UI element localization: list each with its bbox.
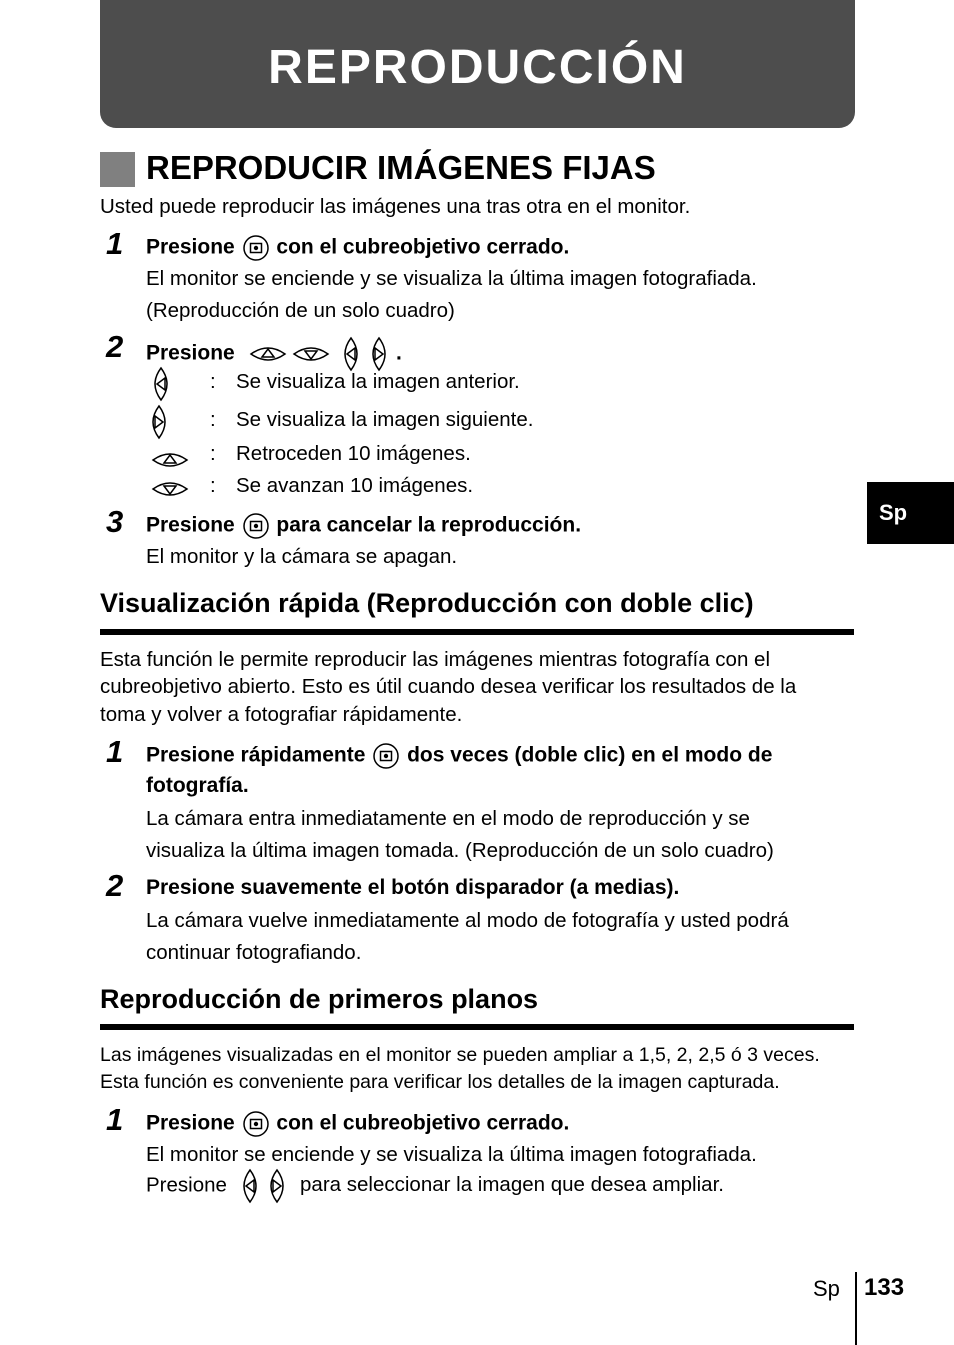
step-number: 1 xyxy=(106,734,124,769)
subsection-intro: Esta función es conveniente para verificar los detalles de la imagen capturada. xyxy=(100,1071,780,1093)
step-text: Presione xyxy=(146,1111,235,1135)
step-instruction-cont: fotografía. xyxy=(146,774,249,797)
step-detail xyxy=(146,1168,724,1204)
language-tab-label: Sp xyxy=(879,500,908,525)
step-detail: El monitor se enciende y se visualiza la última imagen fotografiada. xyxy=(146,267,757,290)
right-arrow-icon xyxy=(266,1168,288,1204)
list-item: Se visualiza la imagen siguiente. xyxy=(236,408,534,431)
step-text: con el cubreobjetivo cerrado. xyxy=(276,1111,570,1135)
right-arrow-icon xyxy=(148,404,170,445)
step-detail: continuar fotografiando. xyxy=(146,941,362,964)
step-text: Presione xyxy=(146,235,235,259)
playback-button-icon xyxy=(241,1110,271,1138)
down-arrow-icon xyxy=(292,343,330,365)
step-detail: visualiza la última imagen tomada. (Reproducción de un solo cuadro) xyxy=(146,839,774,862)
playback-button-icon xyxy=(241,512,271,540)
step-detail: El monitor se enciende y se visualiza la última imagen fotografiada. xyxy=(146,1143,757,1166)
section-rule xyxy=(100,629,854,635)
step-instruction xyxy=(146,742,772,770)
up-arrow-icon xyxy=(151,449,189,476)
step-text: con el cubreobjetivo cerrado. xyxy=(276,235,570,259)
list-separator: : xyxy=(210,474,216,497)
step-number: 1 xyxy=(106,1102,124,1137)
step-detail: La cámara vuelve inmediatamente al modo de fotografía y usted podrá xyxy=(146,909,789,932)
subsection-intro: cubreobjetivo abierto. Esto es útil cuando desea verificar los resultados de la xyxy=(100,675,797,698)
step-number: 1 xyxy=(106,226,124,261)
step-text: Presione xyxy=(146,1173,227,1197)
language-tab xyxy=(867,482,954,544)
chapter-banner xyxy=(100,0,855,128)
playback-button-icon xyxy=(241,234,271,262)
step-text: Presione xyxy=(146,341,235,365)
step-instruction xyxy=(146,1110,569,1138)
page-number: 133 xyxy=(864,1274,905,1301)
step-text: Presione xyxy=(146,513,235,537)
left-arrow-icon xyxy=(150,366,172,407)
subsection-title: Visualización rápida (Reproducción con doble clic) xyxy=(100,588,754,618)
step-detail: (Reproducción de un solo cuadro) xyxy=(146,299,455,322)
list-item: Se avanzan 10 imágenes. xyxy=(236,474,474,497)
step-instruction: Presione suavemente el botón disparador (a medias). xyxy=(146,876,680,899)
step-text: para seleccionar la imagen que desea ampliar. xyxy=(300,1173,724,1197)
subsection-intro: Las imágenes visualizadas en el monitor se pueden ampliar a 1,5, 2, 2,5 ó 3 veces. xyxy=(100,1044,820,1066)
up-arrow-icon xyxy=(249,343,287,365)
section-marker xyxy=(100,152,135,187)
step-number: 2 xyxy=(106,329,124,364)
section-rule xyxy=(100,1024,854,1030)
step-instruction xyxy=(146,336,402,372)
list-item: Retroceden 10 imágenes. xyxy=(236,442,471,465)
list-separator: : xyxy=(210,442,216,465)
section-intro: Usted puede reproducir las imágenes una tras otra en el monitor. xyxy=(100,195,691,218)
step-instruction xyxy=(146,234,569,262)
step-detail: El monitor y la cámara se apagan. xyxy=(146,545,458,568)
chapter-title: REPRODUCCIÓN xyxy=(268,41,687,94)
list-item: Se visualiza la imagen anterior. xyxy=(236,370,520,393)
step-text: dos veces (doble clic) en el modo de xyxy=(407,743,773,767)
section-title: REPRODUCIR IMÁGENES FIJAS xyxy=(146,149,656,186)
footer-language: Sp xyxy=(813,1276,840,1301)
subsection-intro: Esta función le permite reproducir las imágenes mientras fotografía con el xyxy=(100,648,771,671)
left-arrow-icon xyxy=(340,336,362,372)
footer-separator xyxy=(855,1272,857,1345)
playback-button-icon xyxy=(371,742,401,770)
step-number: 3 xyxy=(106,504,124,539)
subsection-title: Reproducción de primeros planos xyxy=(100,984,539,1014)
step-detail: La cámara entra inmediatamente en el modo de reproducción y se xyxy=(146,807,750,830)
subsection-intro: toma y volver a fotografiar rápidamente. xyxy=(100,703,463,726)
step-instruction xyxy=(146,512,581,540)
list-separator: : xyxy=(210,408,216,431)
down-arrow-icon xyxy=(151,478,189,505)
step-text: Presione rápidamente xyxy=(146,743,366,767)
step-text: . xyxy=(395,341,402,365)
step-number: 2 xyxy=(106,868,124,903)
step-text: para cancelar la reproducción. xyxy=(276,513,582,537)
left-arrow-icon xyxy=(239,1168,261,1204)
list-separator: : xyxy=(210,370,216,393)
right-arrow-icon xyxy=(368,336,390,372)
